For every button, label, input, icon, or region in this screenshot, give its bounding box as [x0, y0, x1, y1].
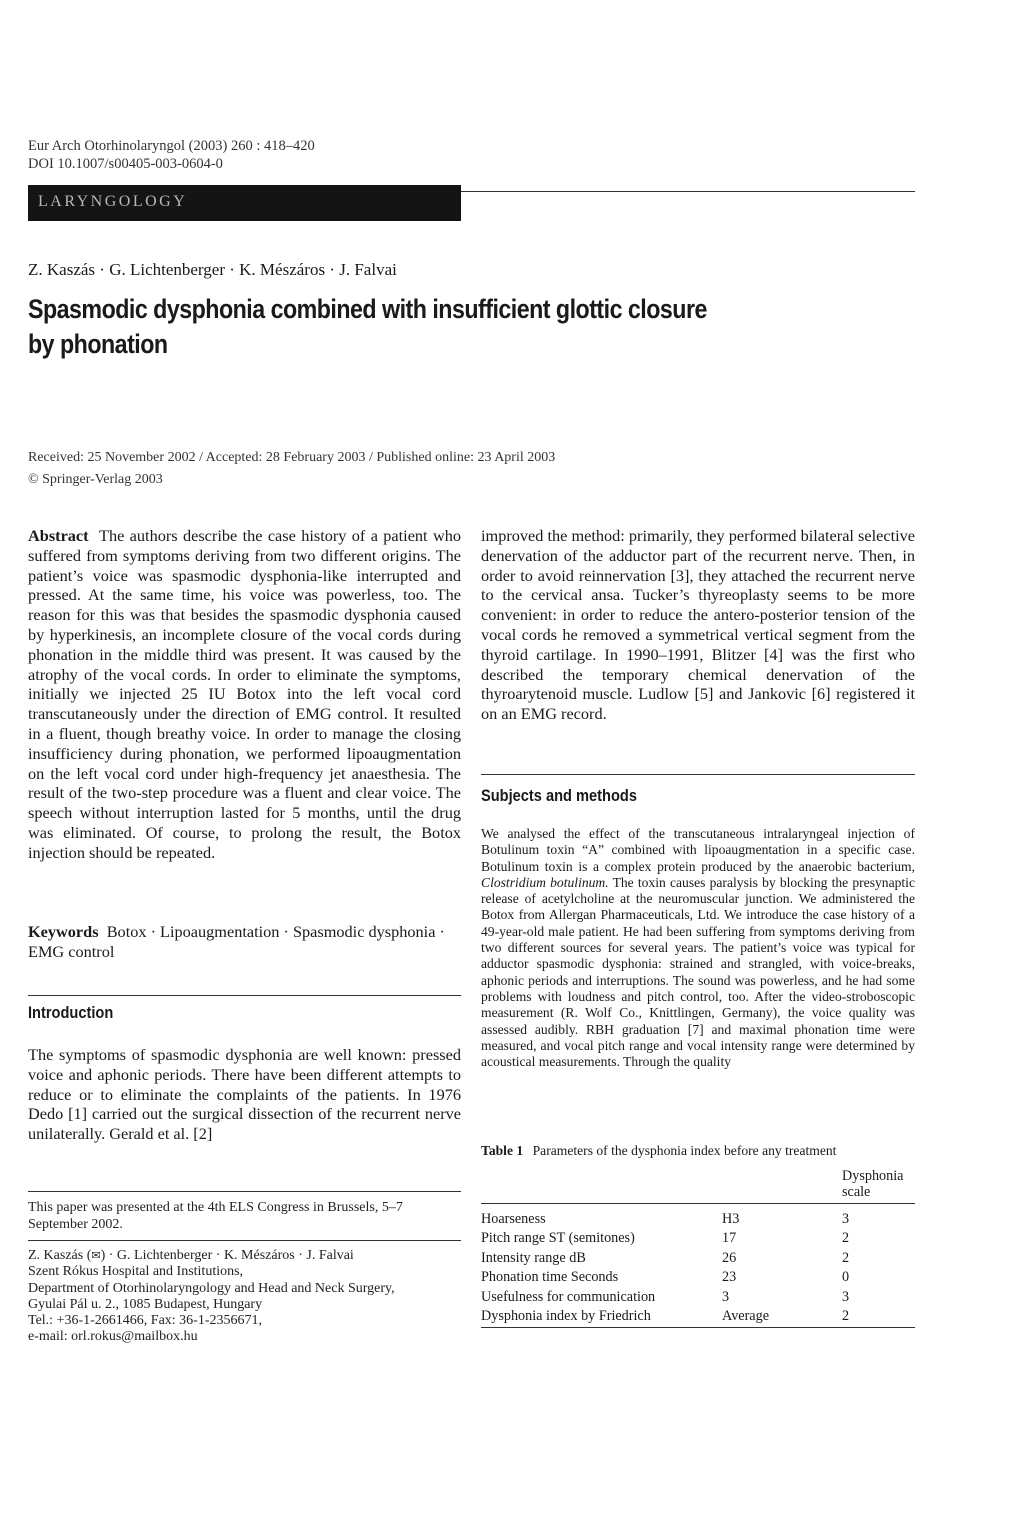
keywords: [28, 922, 461, 962]
article-title: [28, 292, 888, 362]
table-row: [481, 1289, 915, 1308]
keywords-label: Keywords: [28, 922, 99, 941]
abstract-text: The authors describe the case history of a patient who suffered from symptoms deriving from two different origins. The patient’s voice was spasmodic dysphonia-like interrupted and pressed. At the same time, his voice was powerless, too. The reason for this was that besides the spasmodic dysphonia caused by hyperkinesis, an incomplete closure of the vocal cords during phonation in the middle third was present. It was caused by the atrophy of the vocal cords. In order to eliminate the symptoms, initially we injected 25 IU Botox into the left vocal cord transcutaneously under the direction of EMG control. It resulted in a fluent, though breathy voice. In order to manage the closing insufficiency during phonation, we performed lipoaugmentation on the left vocal cord under high-frequency jet anaesthesia. The result of the two-step procedure was a fluent and clear voice. The speech without interruption lasted for 5 months, until the drug was eliminated. Of course, to prolong the result, the Botox injection should be repeated.: [28, 526, 461, 862]
phone-fax: Tel.: +36-1-2661466, Fax: 36-1-2356671,: [28, 1313, 263, 1329]
publication-dates: Received: 25 November 2002 / Accepted: 28 February 2003 / Published online: 23 April 2003: [28, 450, 556, 465]
address-line-3: Gyulai Pál u. 2., 1085 Budapest, Hungary: [28, 1296, 263, 1312]
table-cell-scale: 2: [842, 1307, 850, 1324]
table-header-value: [722, 1168, 842, 1204]
address-line-1: Szent Rókus Hospital and Institutions,: [28, 1264, 244, 1280]
affiliation-rule: [28, 1240, 461, 1241]
address-line-2: Department of Otorhinolaryngology and Head and Neck Surgery,: [28, 1280, 395, 1296]
mail-icon: ✉: [91, 1249, 101, 1262]
table-cell-value: 23: [722, 1269, 737, 1286]
title-line-2: by phonation: [28, 329, 168, 359]
table-row: [481, 1250, 915, 1269]
methods-text-part-2: The toxin causes paralysis by blocking the presynaptic release of acetylcholine at the neuromuscular junction. We administered the Botox from Allergan Pharmaceuticals, Ltd. We introduce the case history of a 49-year-old male patient. He had been suffering from symptoms deriving from two different sources for several years. The patient’s voice was typical for adductor spasmodic dysphonia: strained and strangled, with voice-breaks, aphonic periods and interruptions. The sound was powerless, and he had some problems with loudness and pitch control, too. After the video-stroboscopic measurement (R. Wolf Co., Knittlingen, Germany), the voice quality was assessed audibly. RBH graduation [7] and maximal phonation time were measured, and vocal pitch range and vocal intensity range were determined by acoustical measurements. Through the quality: [481, 874, 915, 1070]
table-row: [481, 1269, 915, 1288]
correspondence-block: [28, 1248, 461, 1346]
abstract: [28, 526, 461, 863]
introduction-rule: [28, 995, 461, 996]
table-cell-scale: 2: [842, 1230, 850, 1247]
table-header-row: [481, 1168, 915, 1204]
species-name: Clostridium botulinum.: [481, 874, 609, 890]
methods-heading: Subjects and methods: [481, 786, 637, 805]
table-row: [481, 1230, 915, 1249]
table-row: [481, 1211, 915, 1230]
table-cell-parameter: Phonation time Seconds: [481, 1269, 619, 1286]
table-caption-text: Parameters of the dysphonia index before any treatment: [532, 1143, 837, 1158]
corresponding-author: Z. Kaszás (: [28, 1248, 92, 1263]
introduction-continuation: improved the method: primarily, they performed bilateral selective denervation of the adductor part of the recurrent nerve. Then, in order to avoid reinnervation [3], they attached the recurrent nerve to the cervical ansa. Tucker’s thyreoplasty seems to be more convenient: in order to reduce the antero-posterior tension of the vocal cords he removed a symmetrical vertical segment from the thyroid cartilage. In 1990–1991, Blitzer [4] was the first who described the temporary chemical denervation of the thyroarytenoid muscle. Ludlow [5] and Jankovic [6] registered it on an EMG record.: [481, 526, 915, 724]
correspondence-authors: [28, 1248, 461, 1264]
table-cell-value: 3: [722, 1288, 730, 1305]
introduction-heading: Introduction: [28, 1003, 114, 1022]
table-header-parameter: [481, 1168, 722, 1204]
doi: DOI 10.1007/s00405-003-0604-0: [28, 156, 223, 172]
dysphonia-parameters-table: [481, 1168, 915, 1328]
table-cell-parameter: Usefulness for communication: [481, 1288, 656, 1305]
table-cell-value: H3: [722, 1211, 740, 1227]
table-label: Table 1: [481, 1143, 524, 1158]
email-address: e-mail: orl.rokus@mailbox.hu: [28, 1329, 198, 1345]
table-cell-scale: 3: [842, 1288, 850, 1305]
copyright-notice: © Springer-Verlag 2003: [28, 472, 163, 487]
methods-text-part-1: We analysed the effect of the transcutaneous intralaryngeal injection of Botulinum toxin “A” combined with lipoaugmentation in a specific case. Botulinum toxin is a complex protein produced by the anaerobic bacterium,: [481, 826, 915, 874]
table-cell-value: 26: [722, 1249, 737, 1266]
table-header-dysphonia-scale: Dysphonia scale: [842, 1168, 904, 1200]
table-cell-parameter: Dysphonia index by Friedrich: [481, 1307, 651, 1324]
table-cell-parameter: Hoarseness: [481, 1211, 546, 1227]
table-cell-scale: 3: [842, 1211, 850, 1227]
keywords-text: Botox · Lipoaugmentation · Spasmodic dysphonia · EMG control: [28, 922, 445, 961]
table-cell-parameter: Pitch range ST (semitones): [481, 1230, 635, 1247]
footnote-rule: [28, 1191, 461, 1192]
table-caption: [481, 1143, 836, 1159]
conference-footnote: This paper was presented at the 4th ELS Congress in Brussels, 5–7 September 2002.: [28, 1200, 403, 1232]
section-label: LARYNGOLOGY: [38, 193, 188, 210]
table-cell-scale: 2: [842, 1249, 850, 1266]
table-cell-parameter: Intensity range dB: [481, 1249, 586, 1266]
co-authors: ) · G. Lichtenberger · K. Mészáros · J. Falvai: [100, 1248, 354, 1263]
methods-text: [481, 826, 915, 1070]
abstract-label: Abstract: [28, 526, 89, 545]
journal-citation: Eur Arch Otorhinolaryngol (2003) 260 : 418–420: [28, 138, 315, 154]
table-cell-value: 17: [722, 1230, 737, 1247]
journal-header: [28, 137, 315, 173]
methods-rule: [481, 774, 915, 775]
title-line-1: Spasmodic dysphonia combined with insufficient glottic closure: [28, 294, 707, 324]
table-cell-scale: 0: [842, 1269, 850, 1286]
author-list: Z. Kaszás · G. Lichtenberger · K. Mészáros · J. Falvai: [28, 260, 397, 279]
header-rule: [461, 191, 915, 192]
introduction-text: The symptoms of spasmodic dysphonia are well known: pressed voice and aphonic periods. There have been different attempts to reduce or to eliminate the complaints of the patients. In 1976 Dedo [1] carried out the surgical dissection of the recurrent nerve unilaterally. Gerald et al. [2]: [28, 1045, 461, 1144]
table-cell-value: Average: [722, 1307, 769, 1324]
table-row: [481, 1308, 915, 1328]
